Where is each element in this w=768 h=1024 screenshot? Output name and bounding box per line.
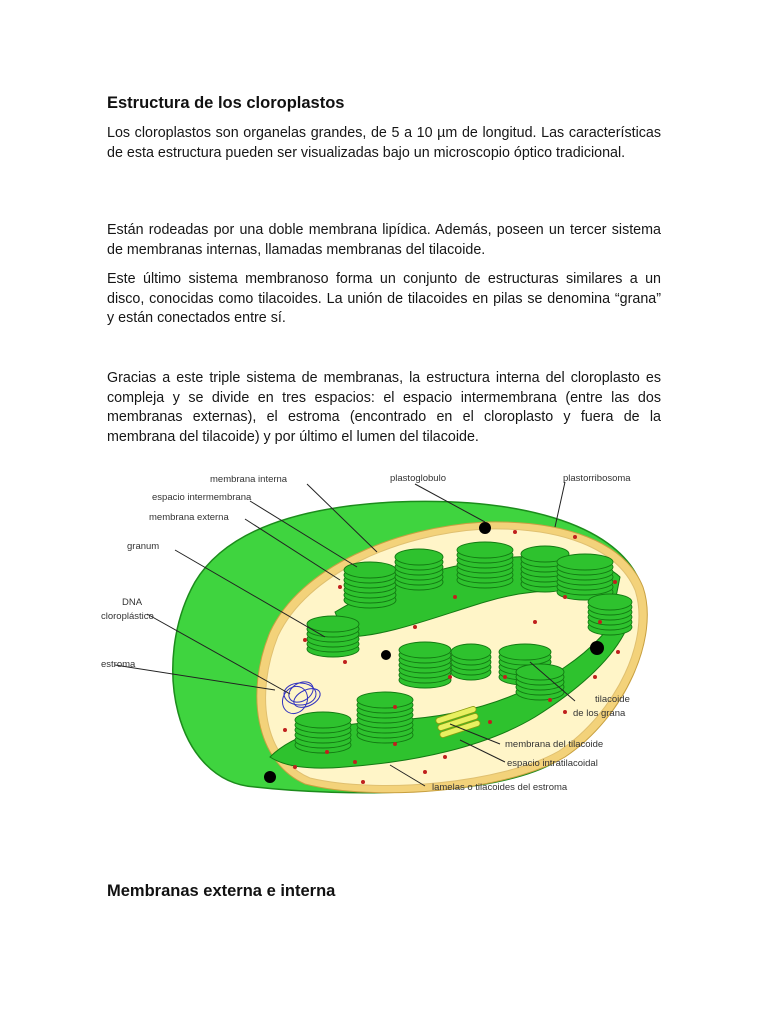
thylakoid-disc <box>357 692 413 708</box>
paragraph-1: Los cloroplastos son organelas grandes, de 5 a 10 µm de longitud. Las características de esta estructura pueden ser visualizadas bajo un microscopio óptico tradicional. <box>107 125 661 161</box>
plastoglobule <box>479 522 491 534</box>
label-espacio-intratilacoidal: espacio intratilacoidal <box>507 758 598 769</box>
ribosome-dot <box>293 765 297 769</box>
thylakoid-disc <box>451 644 491 660</box>
label-dna-cloroplastico: cloroplástico <box>101 611 154 622</box>
plastoglobule <box>381 650 391 660</box>
ribosome-dot <box>613 580 617 584</box>
ribosome-dot <box>423 770 427 774</box>
ribosome-dot <box>573 535 577 539</box>
thylakoid-disc <box>295 712 351 728</box>
ribosome-dot <box>563 595 567 599</box>
label-de-los-grana: de los grana <box>573 708 626 719</box>
thylakoid-disc <box>588 594 632 610</box>
ribosome-dot <box>598 620 602 624</box>
thylakoid-disc <box>399 642 451 658</box>
chloroplast-diagram <box>95 462 655 807</box>
ribosome-dot <box>453 595 457 599</box>
label-dna: DNA <box>122 597 143 608</box>
ribosome-dot <box>488 720 492 724</box>
thylakoid-disc <box>344 562 396 578</box>
ribosome-dot <box>503 675 507 679</box>
paragraph-3: Este último sistema membranoso forma un conjunto de estructuras similares a un disco, conocidas como tilacoides. La unión de tilacoides en pilas se denomina “grana” y están conectados entre sí. <box>107 271 661 327</box>
label-lamelas: lamelas o tilacoides del estroma <box>432 782 568 793</box>
ribosome-dot <box>393 742 397 746</box>
label-plastoglobulo: plastoglobulo <box>390 473 446 484</box>
ribosome-dot <box>303 638 307 642</box>
ribosome-dot <box>361 780 365 784</box>
label-tilacoide: tilacoide <box>595 694 630 705</box>
ribosome-dot <box>338 585 342 589</box>
thylakoid-disc <box>307 616 359 632</box>
ribosome-dot <box>533 620 537 624</box>
section-heading-membranas: Membranas externa e interna <box>107 882 336 900</box>
section-heading-estructura: Estructura de los cloroplastos <box>107 94 345 112</box>
ribosome-dot <box>325 750 329 754</box>
label-estroma: estroma <box>101 659 136 670</box>
thylakoid-disc <box>516 664 564 680</box>
ribosome-dot <box>443 755 447 759</box>
ribosome-dot <box>283 728 287 732</box>
ribosome-dot <box>448 675 452 679</box>
label-membrana-externa: membrana externa <box>149 512 229 523</box>
thylakoid-disc <box>395 549 443 565</box>
paragraph-2: Están rodeadas por una doble membrana lipídica. Además, poseen un tercer sistema de membranas internas, llamadas membranas del tilacoide. <box>107 222 661 258</box>
plastoglobule <box>590 641 604 655</box>
ribosome-dot <box>593 675 597 679</box>
ribosome-dot <box>353 760 357 764</box>
thylakoid-disc <box>499 644 551 660</box>
label-plastorribosoma: plastorribosoma <box>563 473 631 484</box>
label-espacio-intermembrana: espacio intermembrana <box>152 492 252 503</box>
label-membrana-interna: membrana interna <box>210 474 288 485</box>
ribosome-dot <box>563 710 567 714</box>
ribosome-dot <box>548 698 552 702</box>
ribosome-dot <box>343 660 347 664</box>
label-granum: granum <box>127 541 160 552</box>
ribosome-dot <box>513 530 517 534</box>
ribosome-dot <box>616 650 620 654</box>
ribosome-dot <box>413 625 417 629</box>
ribosome-dot <box>393 705 397 709</box>
thylakoid-disc <box>557 554 613 570</box>
label-membrana-del-tilacoide: membrana del tilacoide <box>505 739 604 750</box>
thylakoid-disc <box>457 542 513 558</box>
plastoglobule <box>264 771 276 783</box>
paragraph-4: Gracias a este triple sistema de membranas, la estructura interna del cloroplasto es compleja y se divide en tres espacios: el espacio intermembrana (entre las dos membranas externas), el estroma (encontrado en el cloroplasto y fuera de la membrana del tilacoide) y por último el lumen del tilacoide. <box>107 370 661 445</box>
